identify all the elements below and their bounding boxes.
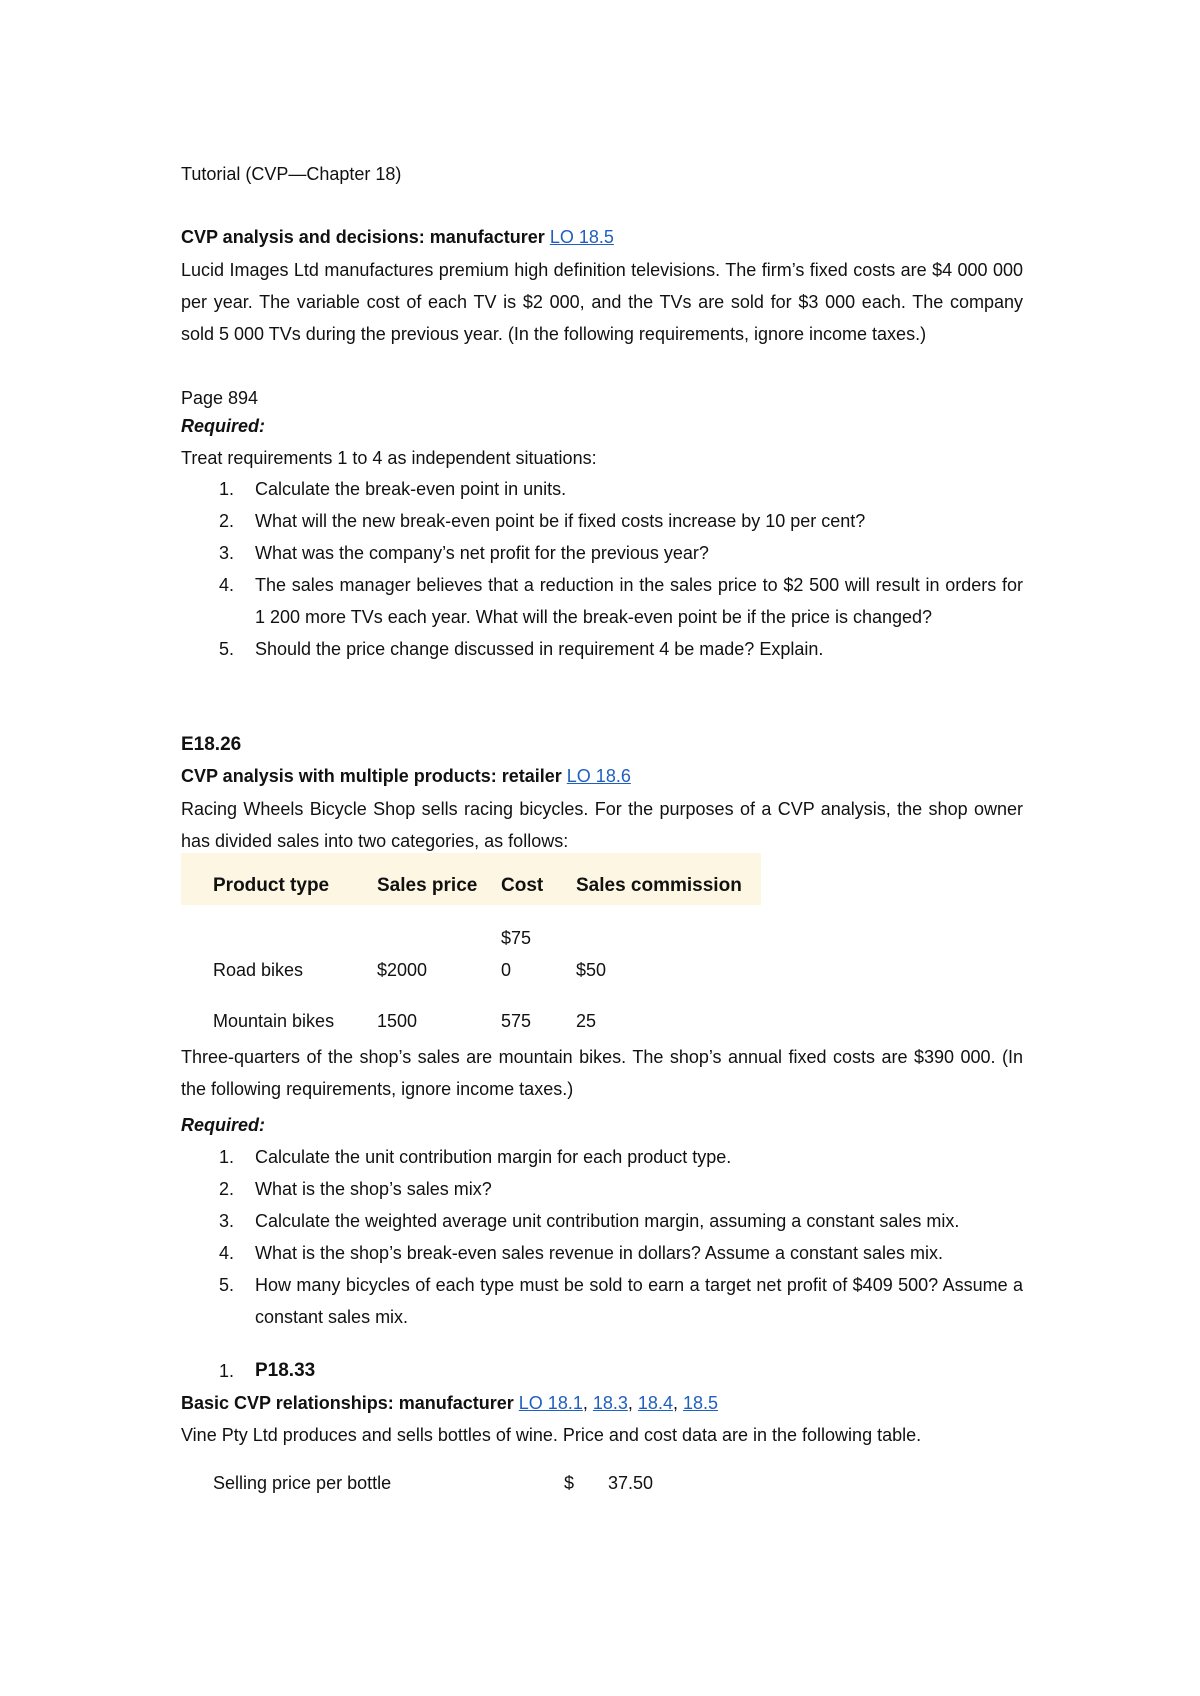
section1-treat-note: Treat requirements 1 to 4 as independent situations: <box>181 448 597 468</box>
section2-after-table: Three-quarters of the shop’s sales are mountain bikes. The shop’s annual fixed costs are $390 000. (In the following requirements, ignore income taxes.) <box>181 1047 1023 1099</box>
table-header-product-type: Product type <box>213 875 330 896</box>
section3-intro: Vine Pty Ltd produces and sells bottles of wine. Price and cost data are in the following table. <box>181 1425 922 1445</box>
section2-heading <box>181 764 631 788</box>
lo-link-18-1[interactable]: LO 18.1 <box>518 1393 583 1413</box>
lo-link-18-4[interactable]: 18.4 <box>637 1393 673 1413</box>
list-item <box>181 505 1023 537</box>
table-header-cost: Cost <box>501 875 544 896</box>
list-item <box>181 537 1023 569</box>
list-text: Calculate the break-even point in units. <box>255 479 567 499</box>
section1-heading <box>181 225 614 249</box>
mountain-bikes-product: Mountain bikes <box>213 1011 335 1031</box>
road-bikes-cost-line2: 0 <box>501 960 512 980</box>
list-item <box>181 473 1023 505</box>
section2-heading-text: CVP analysis with multiple products: retailer <box>181 766 562 786</box>
section3-heading-text: Basic CVP relationships: manufacturer <box>181 1393 514 1413</box>
table-header-sales-commission: Sales commission <box>576 875 742 896</box>
list-number: 2. <box>219 1179 235 1199</box>
list-number: 3. <box>219 543 235 563</box>
list-number: 1. <box>219 479 235 499</box>
list-item <box>181 1237 1023 1269</box>
list-number: 4. <box>219 575 235 595</box>
list-text: Should the price change discussed in requirement 4 be made? Explain. <box>255 639 824 659</box>
section2-requirements-list <box>181 1141 1023 1333</box>
link-separator: , <box>672 1393 683 1413</box>
list-text: How many bicycles of each type must be sold to earn a target net profit of $409 500? Assume a constant sales mix. <box>255 1275 1023 1327</box>
mountain-bikes-cost: 575 <box>501 1011 532 1031</box>
list-number: 4. <box>219 1243 235 1263</box>
road-bikes-price: $2000 <box>377 960 428 980</box>
section3-code: P18.33 <box>255 1360 316 1381</box>
list-number: 1. <box>219 1147 235 1167</box>
list-item <box>181 569 1023 633</box>
section1-heading-text: CVP analysis and decisions: manufacturer <box>181 227 545 247</box>
road-bikes-commission: $50 <box>576 960 607 980</box>
selling-price-currency: $ <box>564 1473 575 1493</box>
lo-link-18-5[interactable]: LO 18.5 <box>549 227 614 247</box>
section3-list-number: 1. <box>219 1361 235 1381</box>
page-reference: Page 894 <box>181 388 259 408</box>
mountain-bikes-price: 1500 <box>377 1011 418 1031</box>
section2-intro: Racing Wheels Bicycle Shop sells racing bicycles. For the purposes of a CVP analysis, the shop owner has divided sales into two categories, as follows: <box>181 799 1023 851</box>
list-text: Calculate the weighted average unit contribution margin, assuming a constant sales mix. <box>255 1211 960 1231</box>
link-separator: , <box>582 1393 593 1413</box>
section1-intro: Lucid Images Ltd manufactures premium high definition televisions. The firm’s fixed costs are $4 000 000 per year. The variable cost of each TV is $2 000, and the TVs are sold for $3 000 each. The company sold 5 000 TVs during the previous year. (In the following requirements, ignore income taxes.) <box>181 260 1023 344</box>
mountain-bikes-commission: 25 <box>576 1011 597 1031</box>
road-bikes-product: Road bikes <box>213 960 304 980</box>
list-text: What was the company’s net profit for the previous year? <box>255 543 709 563</box>
list-text: What will the new break-even point be if fixed costs increase by 10 per cent? <box>255 511 866 531</box>
section3-heading <box>181 1391 718 1415</box>
list-item <box>181 1205 1023 1237</box>
document-title: Tutorial (CVP—Chapter 18) <box>181 164 402 184</box>
lo-link-18-6[interactable]: LO 18.6 <box>566 766 631 786</box>
section2-required-label: Required: <box>181 1115 266 1135</box>
road-bikes-cost-line1: $75 <box>501 928 532 948</box>
list-text: What is the shop’s sales mix? <box>255 1179 492 1199</box>
list-number: 2. <box>219 511 235 531</box>
section1-requirements-list <box>181 473 1023 665</box>
section2-code: E18.26 <box>181 734 242 755</box>
list-item <box>181 1173 1023 1205</box>
list-item <box>181 1141 1023 1173</box>
lo-link-18-3[interactable]: 18.3 <box>592 1393 628 1413</box>
list-number: 5. <box>219 639 235 659</box>
section1-required-label: Required: <box>181 416 266 436</box>
selling-price-label: Selling price per bottle <box>213 1473 392 1493</box>
list-text: What is the shop’s break-even sales revenue in dollars? Assume a constant sales mix. <box>255 1243 944 1263</box>
list-number: 5. <box>219 1275 235 1295</box>
table-header-sales-price: Sales price <box>377 875 478 896</box>
selling-price-value: 37.50 <box>608 1473 654 1493</box>
list-text: The sales manager believes that a reduction in the sales price to $2 500 will result in orders for 1 200 more TVs each year. What will the break-even point be if the price is changed? <box>255 575 1023 627</box>
link-separator: , <box>627 1393 638 1413</box>
lo-link-18-5b[interactable]: 18.5 <box>682 1393 719 1413</box>
list-text: Calculate the unit contribution margin for each product type. <box>255 1147 732 1167</box>
list-number: 3. <box>219 1211 235 1231</box>
list-item <box>181 1269 1023 1333</box>
list-item <box>181 633 1023 665</box>
